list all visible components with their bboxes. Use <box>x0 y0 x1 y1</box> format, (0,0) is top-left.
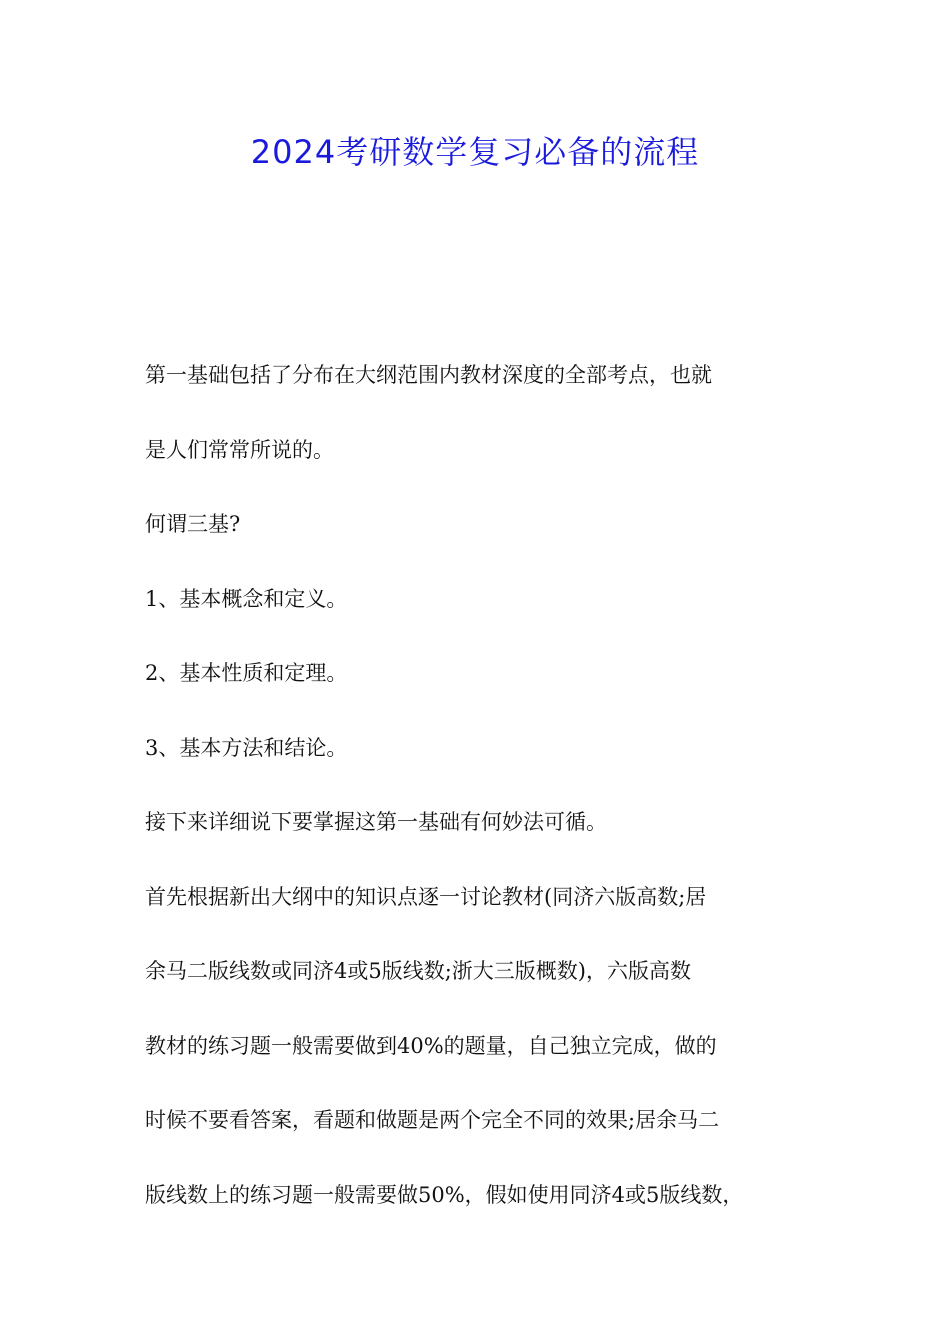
body-line: 首先根据新出大纲中的知识点逐一讨论教材(同济六版高数;居 <box>145 884 707 909</box>
body-line: 余马二版线数或同济4或5版线数;浙大三版概数)，六版高数 <box>145 959 691 983</box>
body-line: 时候不要看答案，看题和做题是两个完全不同的效果;居余马二 <box>145 1108 720 1132</box>
body-line: 是人们常常所说的。 <box>145 437 334 462</box>
body-line: 教材的练习题一般需要做到40%的题量，自己独立完成，做的 <box>145 1033 717 1058</box>
body-line: 何谓三基? <box>145 512 241 536</box>
body-line: 版线数上的练习题一般需要做50%，假如使用同济4或5版线数， <box>145 1182 744 1207</box>
body-line: 3、基本方法和结论。 <box>145 735 348 760</box>
document-title: 2024考研数学复习必备的流程 <box>250 133 700 171</box>
body-line: 第一基础包括了分布在大纲范围内教材深度的全部考点，也就 <box>145 363 712 387</box>
body-line: 接下来详细说下要掌握这第一基础有何妙法可循。 <box>145 810 607 834</box>
body-line: 2、基本性质和定理。 <box>145 661 348 685</box>
body-line: 1、基本概念和定义。 <box>145 586 348 611</box>
document-body <box>145 338 825 1232</box>
